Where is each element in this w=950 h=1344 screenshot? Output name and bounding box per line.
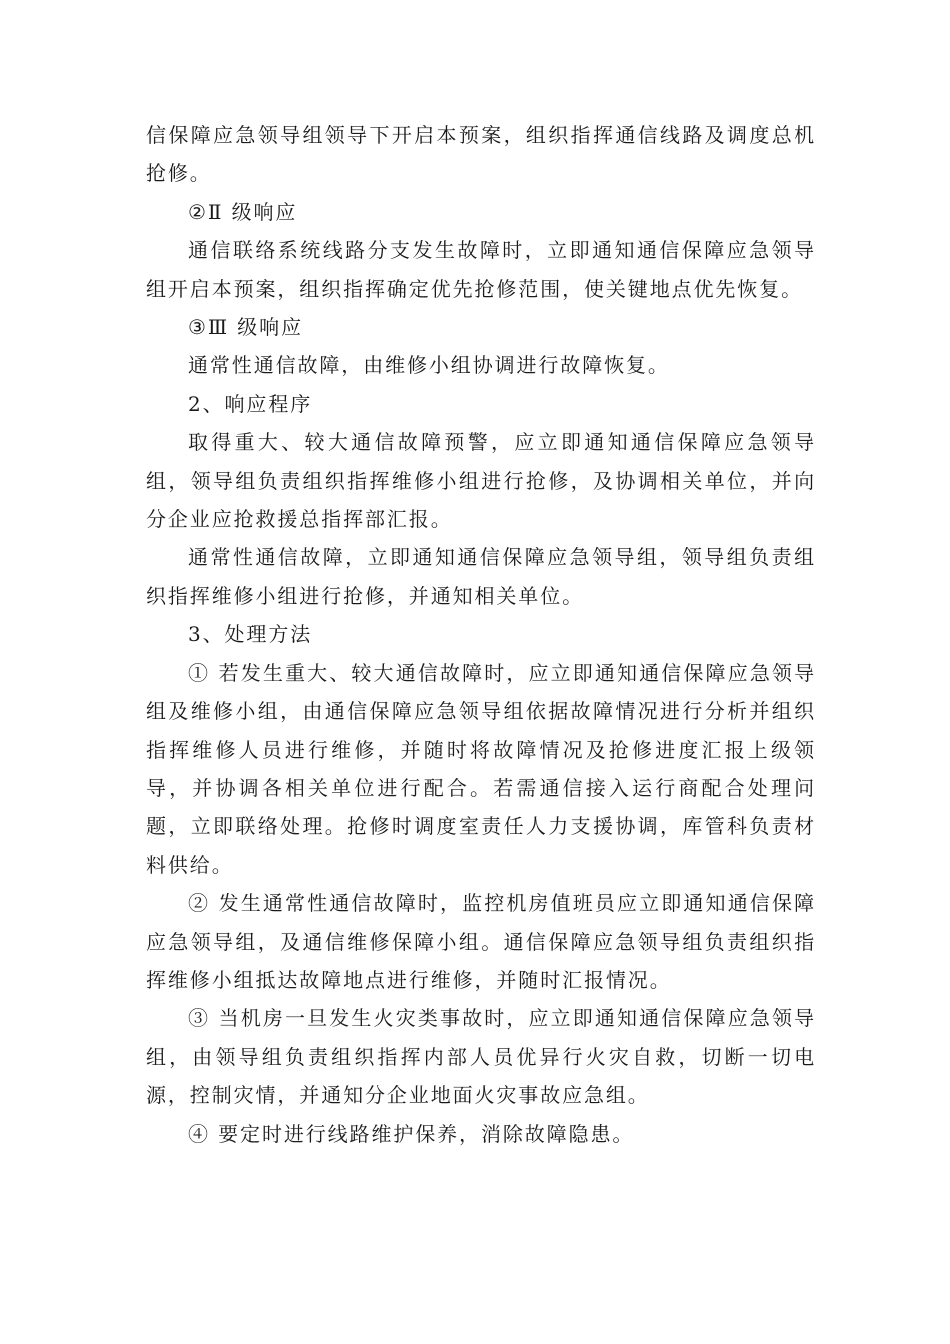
heading-handling-methods: 3、处理方法 xyxy=(188,622,313,647)
paragraph-level3-response: 通常性通信故障，由维修小组协调进行故障恢复。 xyxy=(188,353,670,378)
paragraph-method-3: ③ 当机房一旦发生火灾类事故时，应立即通知通信保障应急领导组，由领导组负责组织指挥内部人员优异行火灾自救，切断一切电源，控制灾情，并通知分企业地面火灾事故应急组。 xyxy=(146,1006,816,1108)
paragraph-method-4: ④ 要定时进行线路维护保养，消除故障隐患。 xyxy=(188,1121,635,1146)
heading-level2-response: ②Ⅱ 级响应 xyxy=(188,199,298,224)
paragraph-level2-response: 通信联络系统线路分支发生故障时，立即通知通信保障应急领导组开启本预案，组织指挥确定优先抢修范围，使关键地点优先恢复。 xyxy=(146,238,816,301)
heading-response-procedure: 2、响应程序 xyxy=(188,391,313,416)
paragraph-response-procedure-general: 通常性通信故障，立即通知通信保障应急领导组，领导组负责组织指挥维修小组进行抢修，并通知相关单位。 xyxy=(146,545,816,608)
document-body xyxy=(146,116,816,1153)
paragraph-method-2: ② 发生通常性通信故障时，监控机房值班员应立即通知通信保障应急领导组，及通信维修保障小组。通信保障应急领导组负责组织指挥维修小组抵达故障地点进行维修，并随时汇报情况。 xyxy=(146,891,816,992)
paragraph-response-procedure-major: 取得重大、较大通信故障预警，应立即通知通信保障应急领导组，领导组负责组织指挥维修小组进行抢修，及协调相关单位，并向分企业应抢救援总指挥部汇报。 xyxy=(146,430,816,532)
heading-level3-response: ③Ⅲ 级响应 xyxy=(188,315,303,340)
paragraph-method-1: ① 若发生重大、较大通信故障时，应立即通知通信保障应急领导组及维修小组，由通信保障应急领导组依据故障情况进行分析并组织指挥维修人员进行维修，并随时将故障情况及抢修进度汇报上级领导，并协调各相关单位进行配合。若需通信接入运行商配合处理问题，立即联络处理。抢修时调度室责任人力支援协调，库管科负责材料供给。 xyxy=(146,660,816,877)
paragraph-intro: 信保障应急领导组领导下开启本预案，组织指挥通信线路及调度总机抢修。 xyxy=(146,123,816,186)
